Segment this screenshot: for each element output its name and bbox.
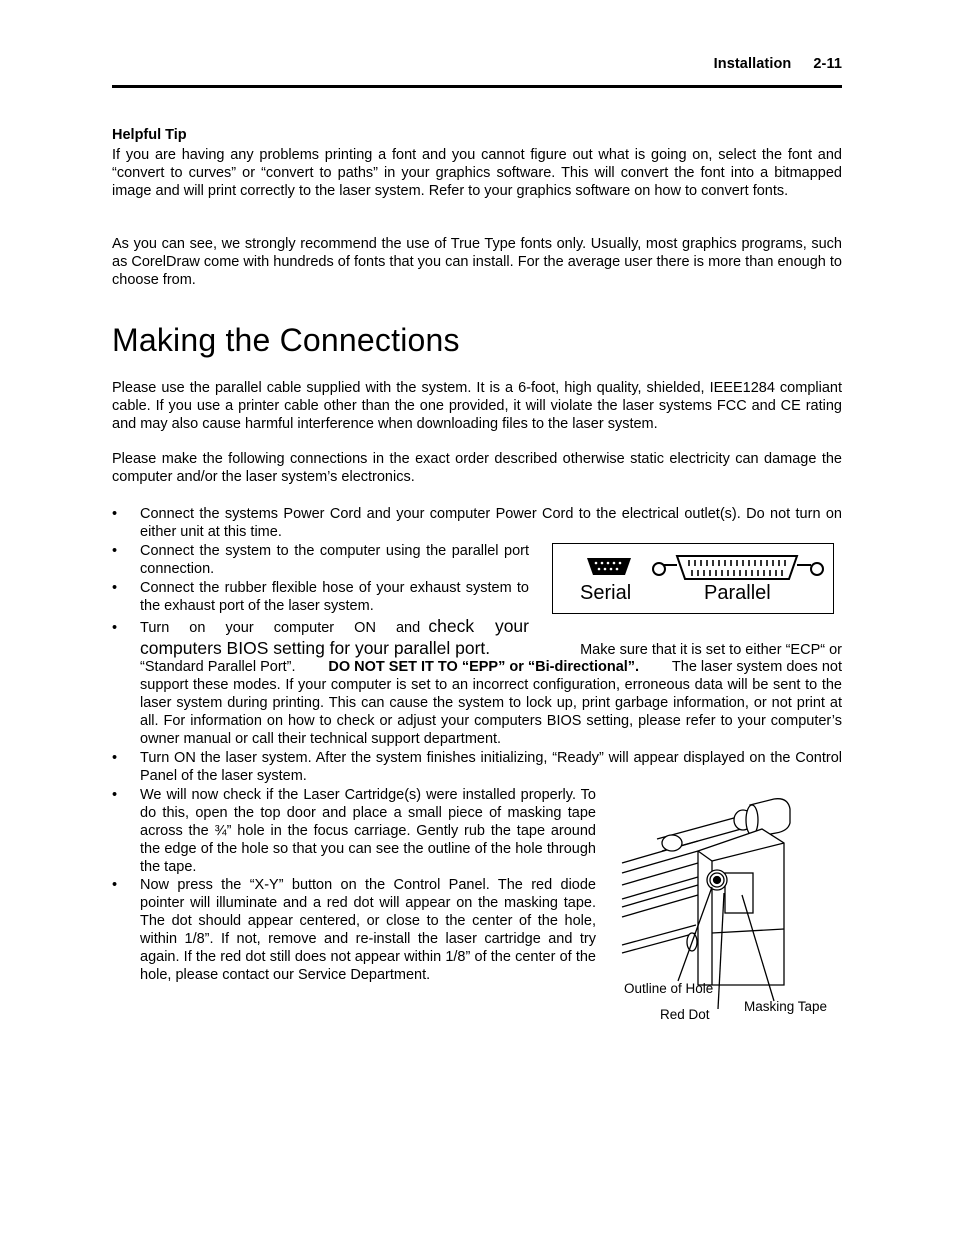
red-dot-label: Red Dot (660, 1007, 710, 1022)
running-header (714, 56, 842, 72)
header-section: Installation (713, 56, 792, 72)
section-title: Making the Connections (112, 322, 460, 358)
masking-tape-label: Masking Tape (744, 999, 828, 1014)
outline-of-hole-label: Outline of Hole (624, 981, 714, 996)
serial-label: Serial (580, 582, 632, 604)
bullet-mark: • (112, 787, 118, 803)
bullet-text: We will now check if the Laser Cartridge(s) were installed properly. To do this, open the top door and place a small piece of masking tape across the ¾” hole in the focus carriage. Gently rub the tape around the edge of the hole so that you can see the outline of the hole through the tape. (140, 787, 596, 875)
bullet-text: Now press the “X-Y” button on the Control Panel. The red diode pointer will illuminate and a red dot will appear on the masking tape. The dot should appear centered, or close to the center of the hole, within 1/8”. If not, remove and re-install the laser cartridge and try again. If the red dot still does not appear within 1/8” of the center of the hole, please contact our Service Department. (140, 877, 596, 983)
bullet-mark: • (112, 620, 118, 636)
ports-figure (552, 543, 834, 614)
bullet-text: support these modes. If your computer is set to an incorrect configuration, erroneous data will be sent to the laser system during printing. This can cause the system to lock up, print garbage information, or not print at all. For information on how to check or adjust your computers BIOS setting, please refer to your computer’s owner manual or call their technical support department. (140, 677, 842, 747)
bios-line-3: “Standard Parallel Port”. DO NOT SET IT TO “EPP” or “Bi-directional”. The laser system does not (140, 659, 842, 675)
bullet-mark: • (112, 750, 118, 766)
bullet-mark: • (112, 580, 118, 596)
cable-paragraph: Please use the parallel cable supplied with the system. It is a 6-foot, high quality, shielded, IEEE1284 compliant cable. If you use a printer cable other than the one provided, it will violate the laser systems FCC and CE rating and may also cause harmful interference when downloading files to the laser system. (112, 380, 842, 432)
helpful-tip-heading: Helpful Tip (112, 127, 187, 143)
helpful-tip-paragraph: If you are having any problems printing a font and you cannot figure out what is going on, select the font and “convert to curves” or “convert to paths” in your graphics software. This will convert the font into a bitmapped image and will print correctly to the laser system. Refer to your graphics software on how to convert fonts. (112, 147, 842, 199)
true-type-paragraph: As you can see, we strongly recommend the use of True Type fonts only. Usually, most graphics programs, such as CorelDraw come with hundreds of fonts that you can install. For the average user there is more than enough to choose from. (112, 236, 842, 288)
bios-line-2: computers BIOS setting for your parallel port. Make sure that it is set to either “ECP“ or (140, 638, 842, 658)
bullet-text: Connect the system to the computer using the parallel port connection. (140, 543, 529, 577)
parallel-label: Parallel (704, 582, 771, 604)
bullet-text: Connect the rubber flexible hose of your exhaust system to the exhaust port of the laser system. (140, 580, 529, 614)
bullet-mark: • (112, 877, 118, 893)
header-rule (112, 85, 842, 88)
header-page-number: 2-11 (813, 56, 842, 72)
bullet-text: Turn ON the laser system. After the system finishes initializing, “Ready” will appear displayed on the Control Panel of the laser system. (140, 750, 842, 784)
bullet-mark: • (112, 506, 118, 522)
bullet-text: Connect the systems Power Cord and your computer Power Cord to the electrical outlet(s). Do not turn on either unit at this time. (140, 506, 842, 540)
bullet-mark: • (112, 543, 118, 559)
bios-line-1: Turn on your computer ON and check your (140, 616, 529, 636)
order-paragraph: Please make the following connections in the exact order described otherwise static electricity can damage the computer and/or the laser system’s electronics. (112, 451, 842, 485)
